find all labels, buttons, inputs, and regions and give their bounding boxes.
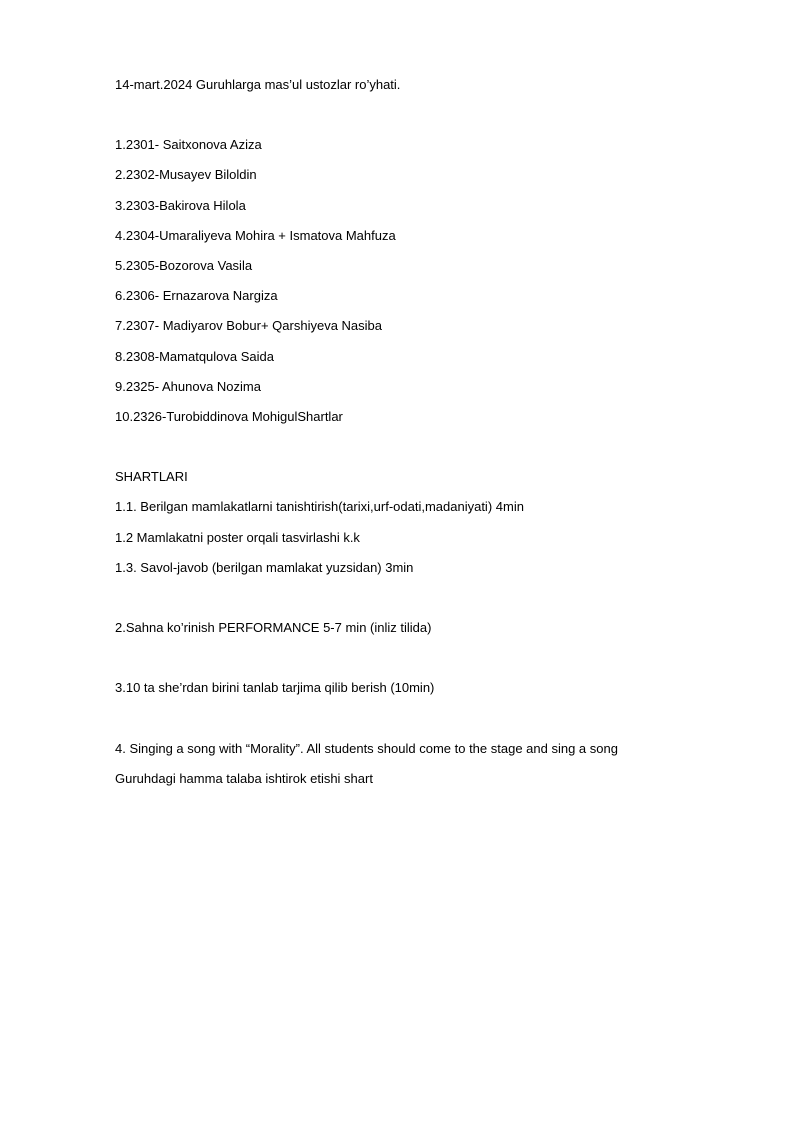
group-item-10: 10.2326-Turobiddinova MohigulShartlar	[115, 409, 343, 424]
footer-note: Guruhdagi hamma talaba ishtirok etishi shart	[115, 771, 373, 786]
condition-4: 4. Singing a song with “Morality”. All students should come to the stage and sing a song	[115, 741, 618, 756]
group-item-1: 1.2301- Saitxonova Aziza	[115, 137, 262, 152]
group-item-4: 4.2304-Umaraliyeva Mohira + Ismatova Mahfuza	[115, 228, 396, 243]
group-item-9: 9.2325- Ahunova Nozima	[115, 379, 261, 394]
group-item-7: 7.2307- Madiyarov Bobur+ Qarshiyeva Nasiba	[115, 318, 383, 333]
condition-3: 3.10 ta she’rdan birini tanlab tarjima qilib berish (10min)	[115, 680, 435, 695]
group-item-6: 6.2306- Ernazarova Nargiza	[115, 288, 278, 303]
condition-2: 2.Sahna ko’rinish PERFORMANCE 5-7 min (inliz tilida)	[115, 620, 432, 635]
group-item-2: 2.2302-Musayev Biloldin	[115, 167, 257, 182]
document-heading: 14-mart.2024 Guruhlarga mas’ul ustozlar ro’yhati.	[115, 77, 401, 92]
condition-1-2: 1.2 Mamlakatni poster orqali tasvirlashi k.k	[115, 530, 360, 545]
condition-1-3: 1.3. Savol-javob (berilgan mamlakat yuzsidan) 3min	[115, 560, 414, 575]
group-item-5: 5.2305-Bozorova Vasila	[115, 258, 253, 273]
group-item-3: 3.2303-Bakirova Hilola	[115, 198, 246, 213]
group-item-8: 8.2308-Mamatqulova Saida	[115, 349, 274, 364]
condition-1-1: 1.1. Berilgan mamlakatlarni tanishtirish(tarixi,urf-odati,madaniyati) 4min	[115, 499, 524, 514]
conditions-title: SHARTLARI	[115, 469, 188, 484]
